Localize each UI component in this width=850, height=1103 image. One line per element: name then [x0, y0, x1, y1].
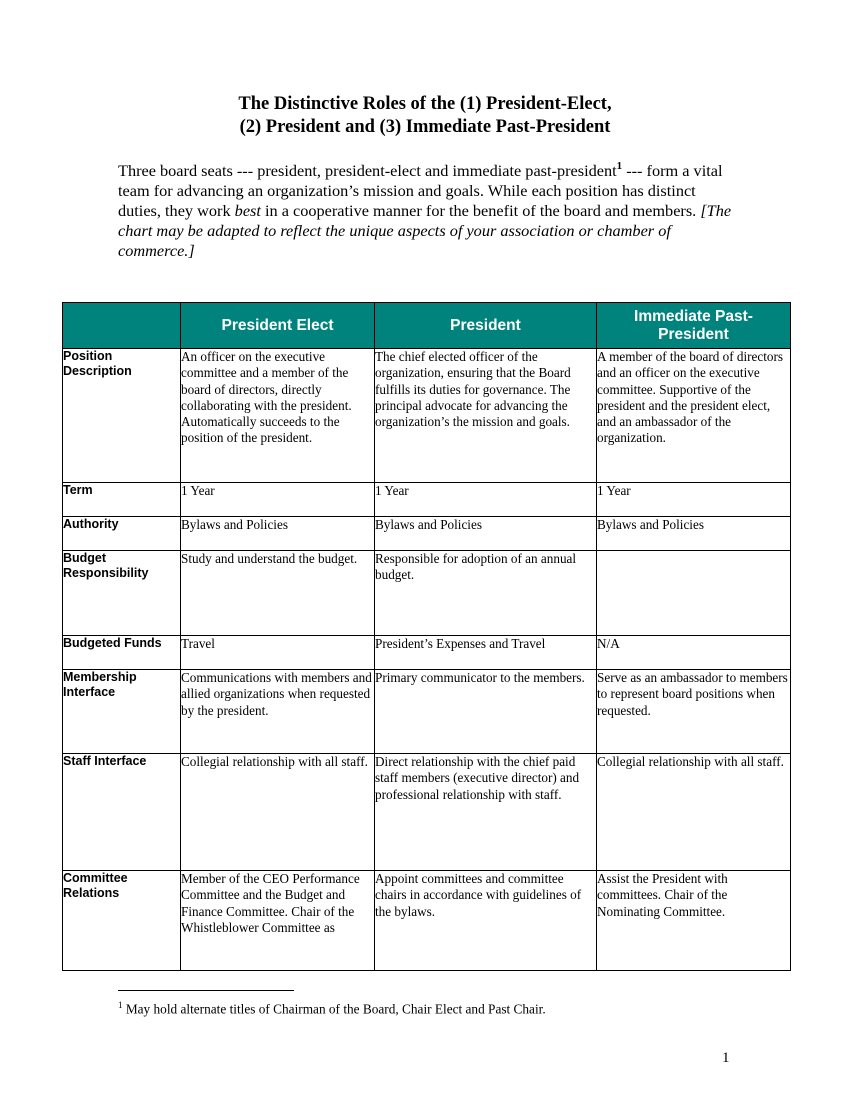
- page-title: [62, 93, 788, 139]
- table-cell: [375, 551, 597, 636]
- row-label: Budgeted Funds: [63, 636, 181, 670]
- intro-paragraph: [118, 161, 738, 261]
- table-header-row: [63, 303, 791, 349]
- footnote-divider: [118, 990, 294, 991]
- footnote-marker: 1: [118, 1000, 123, 1010]
- intro-note: [The chart may be adapted to reflect the unique aspects of your association or chamber of commerce.]: [118, 201, 732, 260]
- table-cell: [375, 670, 597, 754]
- cell-text: Bylaws and Policies: [181, 517, 288, 532]
- title-line-1: The Distinctive Roles of the (1) President-Elect,: [238, 94, 612, 114]
- cell-text: A member of the board of directors and an officer on the executive committee. Supportive of the president and the president elect, and an ambassador of the organization.: [597, 349, 784, 446]
- table-row: [63, 871, 791, 971]
- table-cell: [181, 349, 375, 483]
- table-cell: [597, 670, 791, 754]
- table-cell: [597, 517, 791, 551]
- table-row: [63, 636, 791, 670]
- table-cell: [375, 754, 597, 871]
- footnote-reference: 1: [616, 159, 623, 172]
- footnote: [118, 996, 758, 1018]
- table-cell: [181, 551, 375, 636]
- cell-text: Member of the CEO Performance Committee and the Budget and Finance Committee. Chair of the Whistleblower Committee as: [181, 871, 360, 935]
- table-cell: [375, 636, 597, 670]
- cell-text: Study and understand the budget.: [181, 551, 358, 566]
- cell-text: President’s Expenses and Travel: [375, 636, 546, 651]
- cell-text: Assist the President with committees. Chair of the Nominating Committee.: [597, 871, 728, 919]
- table-cell: [375, 349, 597, 483]
- table-cell: [181, 483, 375, 517]
- intro-text-1: Three board seats --- president, president-elect and immediate past-president: [118, 161, 617, 180]
- cell-text: 1 Year: [375, 483, 409, 498]
- cell-text: Bylaws and Policies: [375, 517, 482, 532]
- cell-text: Responsible for adoption of an annual budget.: [375, 551, 577, 583]
- table-cell: [181, 517, 375, 551]
- intro-text-2: --- form a vital team for advancing an organization’s mission and goals. While each position has distinct duties, they work: [118, 161, 723, 220]
- header-president-elect: President Elect: [181, 303, 375, 349]
- cell-text: Collegial relationship with all staff.: [181, 754, 368, 769]
- intro-emphasis: best: [234, 201, 261, 220]
- page-number: 1: [722, 1050, 730, 1066]
- table-cell: [597, 483, 791, 517]
- roles-table: [62, 302, 791, 971]
- row-label: Position Description: [63, 349, 181, 483]
- row-label: Term: [63, 483, 181, 517]
- table-cell: [597, 754, 791, 871]
- cell-text: Primary communicator to the members.: [375, 670, 585, 685]
- title-line-2: (2) President and (3) Immediate Past-President: [239, 117, 611, 137]
- table-cell: [181, 754, 375, 871]
- cell-text: Communications with members and allied organizations when requested by the president.: [181, 670, 372, 718]
- row-label: Membership Interface: [63, 670, 181, 754]
- header-president: President: [375, 303, 597, 349]
- table-row: [63, 551, 791, 636]
- table-row: [63, 517, 791, 551]
- row-label: Budget Responsibility: [63, 551, 181, 636]
- row-label: Committee Relations: [63, 871, 181, 971]
- table-cell: [181, 871, 375, 971]
- cell-text: Bylaws and Policies: [597, 517, 704, 532]
- table-row: [63, 483, 791, 517]
- table-row: [63, 349, 791, 483]
- table-cell: [597, 636, 791, 670]
- row-label: Staff Interface: [63, 754, 181, 871]
- row-label: Authority: [63, 517, 181, 551]
- table-cell: [375, 871, 597, 971]
- table-cell: [181, 636, 375, 670]
- table-cell: [597, 551, 791, 636]
- cell-text: 1 Year: [181, 483, 215, 498]
- cell-text: Collegial relationship with all staff.: [597, 754, 784, 769]
- table-cell: [597, 871, 791, 971]
- table-row: [63, 670, 791, 754]
- table-cell: [181, 670, 375, 754]
- intro-text-3: in a cooperative manner for the benefit of the board and members.: [260, 201, 701, 220]
- cell-text: Appoint committees and committee chairs in accordance with guidelines of the bylaws.: [375, 871, 582, 919]
- cell-text: N/A: [597, 636, 620, 651]
- cell-text: 1 Year: [597, 483, 631, 498]
- cell-text: Direct relationship with the chief paid staff members (executive director) and professional relationship with staff.: [375, 754, 580, 802]
- footnote-text: May hold alternate titles of Chairman of the Board, Chair Elect and Past Chair.: [122, 1001, 546, 1017]
- table-row: [63, 754, 791, 871]
- cell-text: The chief elected officer of the organization, ensuring that the Board fulfills its duties for governance. The principal advocate for advancing the organization’s the mission and goals.: [375, 349, 571, 430]
- cell-text: Serve as an ambassador to members to represent board positions when requested.: [597, 670, 788, 718]
- header-immediate-past-president: Immediate Past-President: [597, 303, 791, 349]
- table-cell: [597, 349, 791, 483]
- header-blank: [63, 303, 181, 349]
- cell-text: An officer on the executive committee and a member of the board of directors, directly collaborating with the president. Automatically succeeds to the position of the president.: [181, 349, 352, 446]
- table-cell: [375, 517, 597, 551]
- table-cell: [375, 483, 597, 517]
- cell-text: Travel: [181, 636, 215, 651]
